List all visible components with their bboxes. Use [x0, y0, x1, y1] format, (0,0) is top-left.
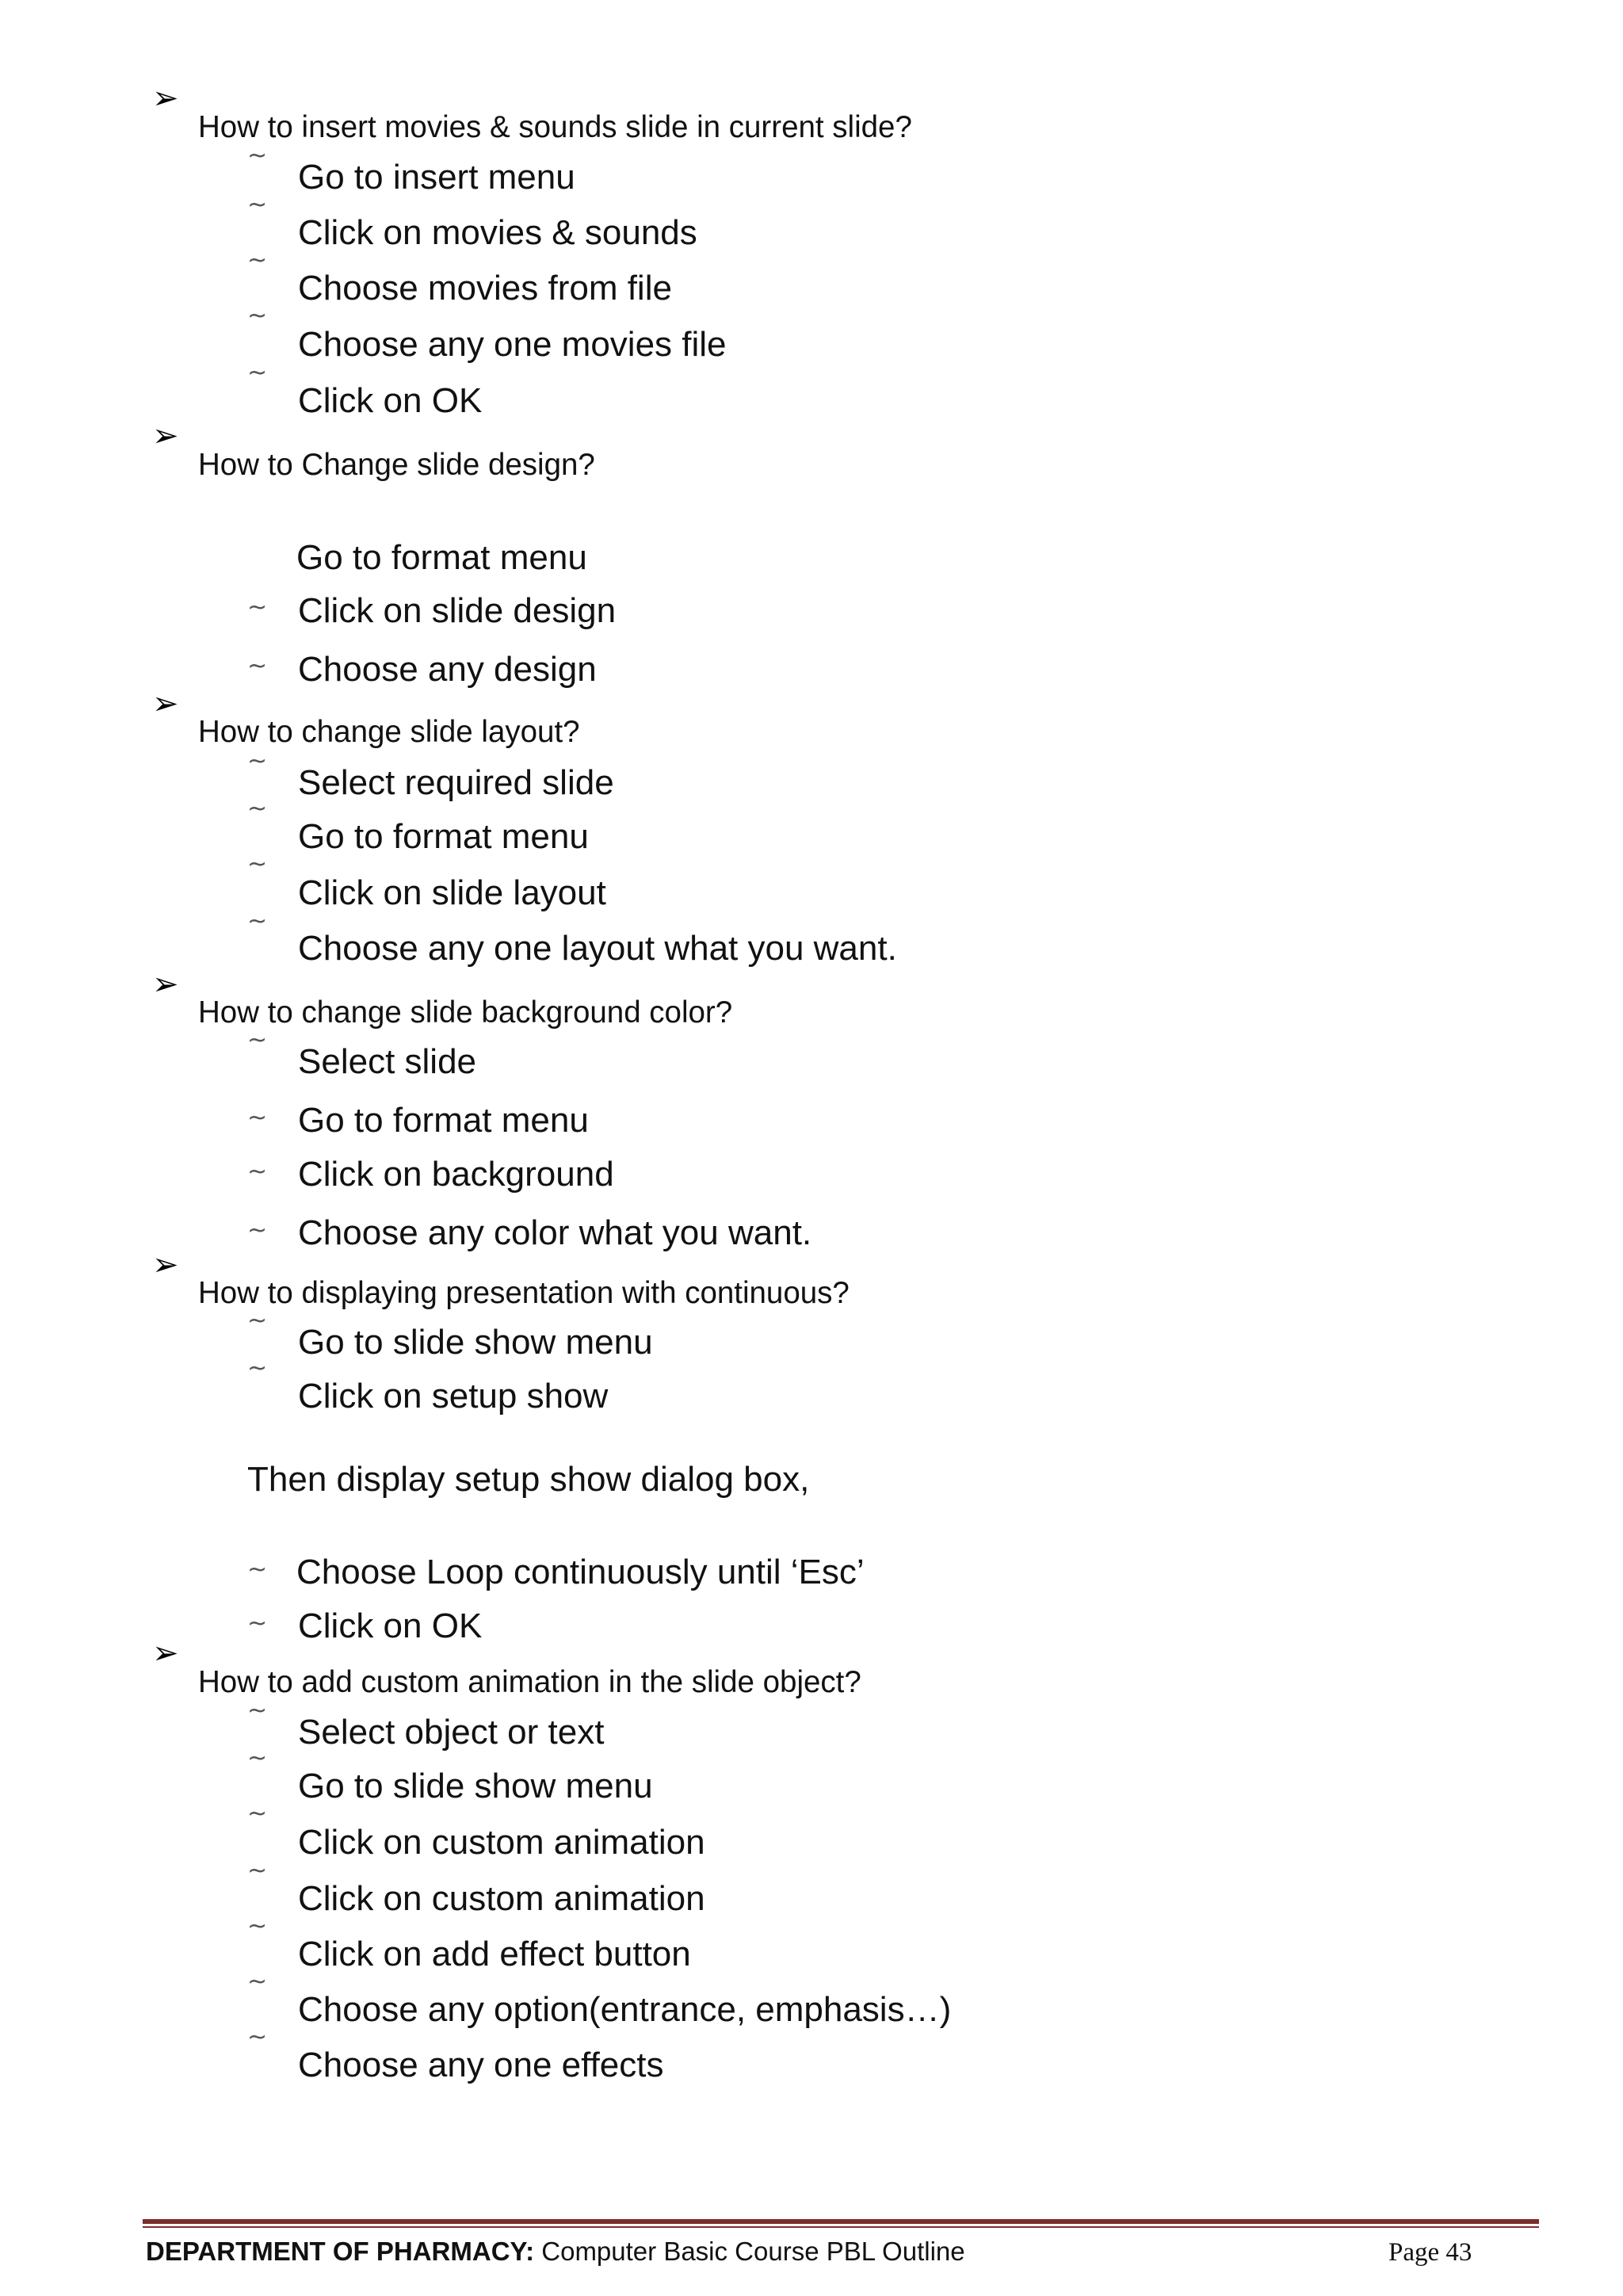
- tilde-bullet-icon: ~: [247, 1556, 268, 1584]
- tilde-bullet-icon: ~: [247, 1354, 268, 1382]
- tilde-bullet-icon: ~: [247, 850, 268, 878]
- tilde-bullet-icon: ~: [247, 594, 268, 621]
- question-heading: How to add custom animation in the slide object?: [198, 1665, 861, 1699]
- tilde-bullet-icon: ~: [247, 1968, 268, 1996]
- tilde-bullet-icon: ~: [247, 1912, 268, 1940]
- tilde-bullet-icon: ~: [247, 1104, 268, 1132]
- step-item: Click on add effect button: [298, 1935, 691, 1973]
- step-item: Choose any one layout what you want.: [298, 929, 897, 968]
- note-text: Then display setup show dialog box,: [247, 1460, 810, 1499]
- step-item: Go to format menu: [298, 1101, 589, 1140]
- tilde-bullet-icon: ~: [247, 1857, 268, 1885]
- tilde-bullet-icon: ~: [247, 1307, 268, 1335]
- question-heading: How to Change slide design?: [198, 448, 595, 482]
- tilde-bullet-icon: ~: [247, 1800, 268, 1828]
- question-heading: How to insert movies & sounds slide in current slide?: [198, 110, 912, 144]
- tilde-bullet-icon: ~: [247, 1158, 268, 1186]
- question-heading: How to change slide layout?: [198, 715, 580, 749]
- arrow-bullet-icon: ➢: [152, 80, 179, 117]
- step-item: Select object or text: [298, 1713, 605, 1752]
- step-item: Choose any one effects: [298, 2046, 664, 2084]
- step-item: Choose any color what you want.: [298, 1213, 812, 1252]
- step-item: Choose Loop continuously until ‘Esc’: [296, 1553, 865, 1591]
- tilde-bullet-icon: ~: [247, 795, 268, 823]
- tilde-bullet-icon: ~: [247, 652, 268, 680]
- step-item: Go to format menu: [298, 817, 589, 856]
- arrow-bullet-icon: ➢: [152, 1247, 179, 1283]
- footer-title: [146, 2238, 965, 2264]
- step-item: Choose movies from file: [298, 269, 672, 308]
- tilde-bullet-icon: ~: [247, 2023, 268, 2051]
- step-item: Go to slide show menu: [298, 1767, 653, 1805]
- step-item: Click on OK: [298, 381, 483, 420]
- tilde-bullet-icon: ~: [247, 1744, 268, 1772]
- tilde-bullet-icon: ~: [247, 191, 268, 219]
- step-item: Click on background: [298, 1155, 614, 1194]
- step-item: Click on slide layout: [298, 873, 606, 912]
- footer-course: Computer Basic Course PBL Outline: [534, 2237, 965, 2266]
- footer-rule-thick: [143, 2219, 1539, 2224]
- question-heading: How to displaying presentation with continuous?: [198, 1276, 850, 1310]
- step-item: Choose any one movies file: [298, 325, 727, 364]
- step-item: Choose any design: [298, 650, 597, 689]
- step-item: Select slide: [298, 1042, 477, 1081]
- tilde-bullet-icon: ~: [247, 1697, 268, 1725]
- tilde-bullet-icon: ~: [247, 359, 268, 387]
- step-item: Go to insert menu: [298, 158, 575, 197]
- step-item: Go to slide show menu: [298, 1323, 653, 1362]
- tilde-bullet-icon: ~: [247, 1610, 268, 1637]
- arrow-bullet-icon: ➢: [152, 1635, 179, 1671]
- tilde-bullet-icon: ~: [247, 142, 268, 170]
- tilde-bullet-icon: ~: [247, 907, 268, 935]
- step-item: Click on OK: [298, 1606, 483, 1645]
- tilde-bullet-icon: ~: [247, 302, 268, 330]
- arrow-bullet-icon: ➢: [152, 418, 179, 454]
- arrow-bullet-icon: ➢: [152, 686, 179, 722]
- step-item: Go to format menu: [296, 538, 587, 577]
- footer-department: DEPARTMENT OF PHARMACY:: [146, 2237, 535, 2266]
- step-item: Click on custom animation: [298, 1879, 705, 1918]
- tilde-bullet-icon: ~: [247, 246, 268, 274]
- arrow-bullet-icon: ➢: [152, 966, 179, 1003]
- step-item: Click on setup show: [298, 1377, 609, 1415]
- step-item: Select required slide: [298, 763, 614, 802]
- page-number: Page 43: [1388, 2238, 1472, 2267]
- question-heading: How to change slide background color?: [198, 995, 733, 1030]
- step-item: Click on movies & sounds: [298, 213, 697, 252]
- tilde-bullet-icon: ~: [247, 1026, 268, 1054]
- footer-rule-thin: [143, 2226, 1539, 2228]
- tilde-bullet-icon: ~: [247, 747, 268, 775]
- tilde-bullet-icon: ~: [247, 1217, 268, 1244]
- step-item: Choose any option(entrance, emphasis…): [298, 1990, 952, 2029]
- step-item: Click on custom animation: [298, 1823, 705, 1862]
- step-item: Click on slide design: [298, 591, 617, 630]
